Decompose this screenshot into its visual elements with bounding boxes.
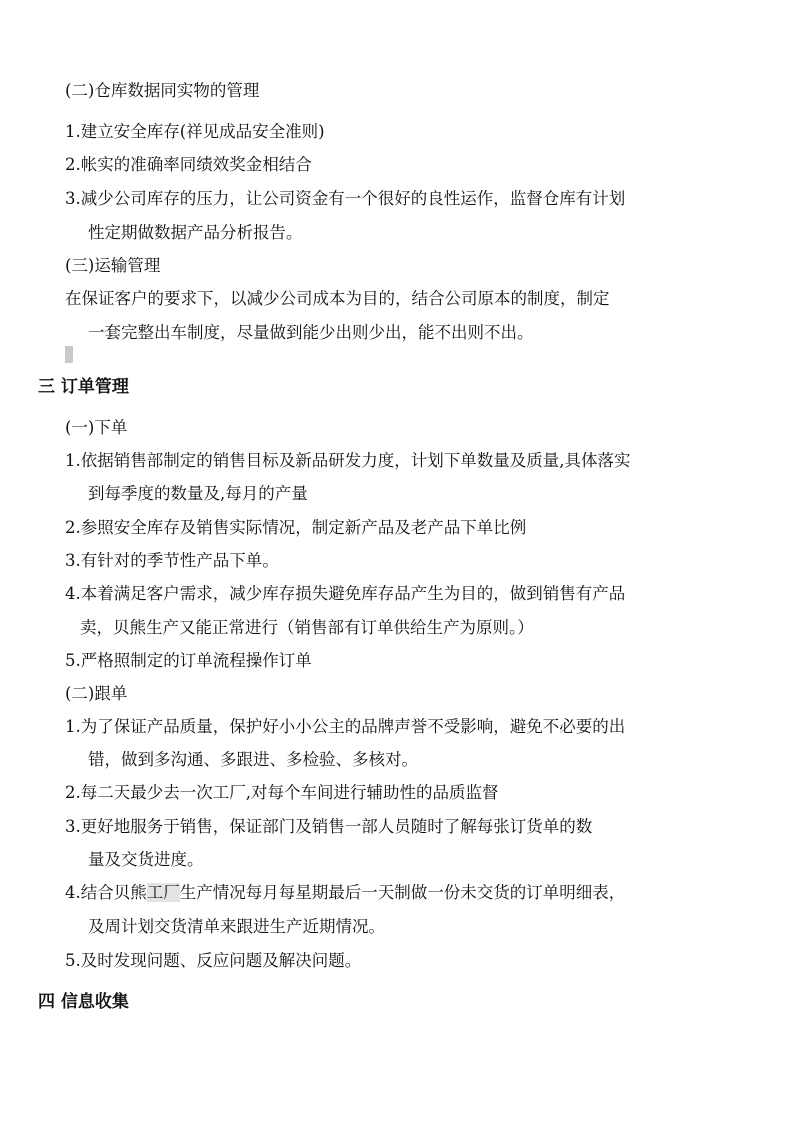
paragraph-mark (65, 346, 73, 363)
placing-item-1-line-1: 1.依据销售部制定的销售目标及新品研发力度，计划下单数量及质量,具体落实 (65, 451, 631, 470)
follow-up-item-4-line-1 (65, 882, 625, 904)
follow-up-item-4-post: 生产情况每月每星期最后一天制做一份未交货的订单明细表， (179, 883, 626, 902)
follow-up-item-2: 2.每二天最少去一次工厂,对每个车间进行辅助性的品质监督 (65, 783, 499, 802)
follow-up-item-1-line-2: 错，做到多沟通、多跟进、多检验、多核对。 (88, 750, 418, 769)
transport-paragraph-line-2: 一套完整出车制度，尽量做到能少出则少出，能不出则不出。 (88, 323, 534, 342)
placing-order-heading: (一)下单 (65, 418, 128, 437)
info-collection-title: 四 信息收集 (38, 992, 129, 1012)
warehouse-item-2: 2.帐实的准确率同绩效奖金相结合 (65, 155, 312, 174)
placing-item-4-line-2: 卖，贝熊生产又能正常进行（销售部有订单供给生产为原则。） (80, 618, 534, 637)
follow-up-item-5: 5.及时发现问题、反应问题及解决问题。 (65, 951, 362, 970)
placing-item-3: 3.有针对的季节性产品下单。 (65, 551, 279, 570)
transport-paragraph-line-1: 在保证客户的要求下，以减少公司成本为目的，结合公司原本的制度，制定 (65, 289, 610, 308)
highlighted-text: 工厂 (146, 883, 180, 902)
warehouse-item-3-line-1: 3.减少公司库存的压力，让公司资金有一个很好的良性运作，监督仓库有计划 (65, 189, 626, 208)
placing-item-5: 5.严格照制定的订单流程操作订单 (65, 651, 312, 670)
order-management-title: 三 订单管理 (38, 377, 129, 397)
placing-item-1-line-2: 到每季度的数量及,每月的产量 (88, 484, 308, 503)
follow-up-item-3-line-2: 量及交货进度。 (88, 850, 204, 869)
warehouse-item-1: 1.建立安全库存(祥见成品安全准则) (65, 122, 325, 141)
follow-up-item-3-line-1: 3.更好地服务于销售，保证部门及销售一部人员随时了解每张订货单的数 (65, 817, 593, 836)
follow-up-item-1-line-1: 1.为了保证产品质量，保护好小小公主的品牌声誉不受影响，避免不必要的出 (65, 717, 626, 736)
follow-up-heading: (二)跟单 (65, 684, 128, 703)
warehouse-item-3-line-2: 性定期做数据产品分析报告。 (88, 223, 303, 242)
transport-heading: (三)运输管理 (65, 256, 161, 275)
warehouse-heading: (二)仓库数据同实物的管理 (65, 81, 260, 100)
placing-item-4-line-1: 4.本着满足客户需求，减少库存损失避免库存品产生为目的，做到销售有产品 (65, 584, 626, 603)
follow-up-item-4-line-2: 及周计划交货清单来跟进生产近期情况。 (88, 917, 385, 936)
follow-up-item-4-pre: 4.结合贝熊 (65, 883, 147, 902)
placing-item-2: 2.参照安全库存及销售实际情况，制定新产品及老产品下单比例 (65, 518, 527, 537)
